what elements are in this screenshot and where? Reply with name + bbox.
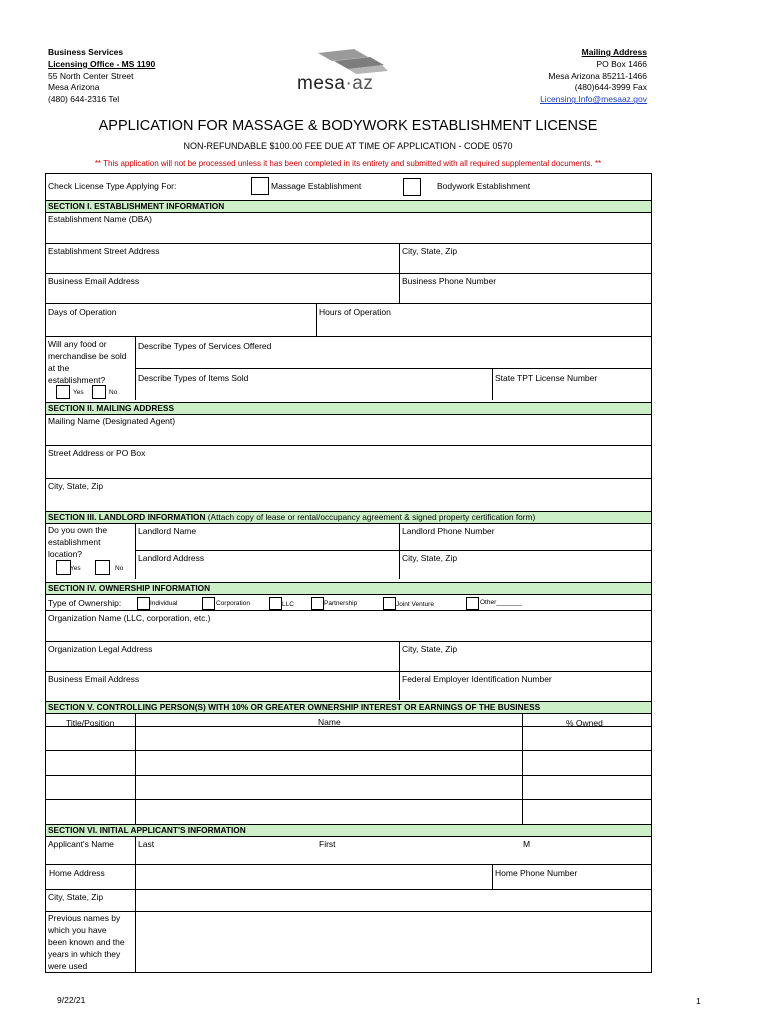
page-number: 1 [696, 996, 701, 1006]
processing-notice: ** This application will not be processed unless it has been completed in its entirety and submitted with all required supplemental documents. ** [94, 159, 602, 168]
ownership-type-label: Type of Ownership: [48, 598, 122, 608]
office-name: Licensing Office - MS 1190 [48, 58, 156, 69]
form-date: 9/22/21 [57, 995, 86, 1005]
office-address-block [48, 47, 155, 106]
name-header: Name [318, 717, 341, 727]
mailing-csz-label: City, State, Zip [48, 481, 104, 491]
title-position-header: Title/Position [66, 718, 115, 728]
middle-initial-label: M [523, 839, 531, 849]
other-label: Other_______ [480, 599, 522, 606]
percent-owned-header: % Owned [566, 718, 603, 728]
food-yes-label: Yes [73, 389, 84, 396]
mailing-name-label: Mailing Name (Designated Agent) [48, 416, 176, 426]
bodywork-option-label: Bodywork Establishment [437, 181, 531, 191]
llc-checkbox[interactable] [269, 597, 282, 610]
home-address-label: Home Address [49, 868, 105, 878]
business-phone-label: Business Phone Number [402, 276, 497, 286]
page-title: APPLICATION FOR MASSAGE & BODYWORK ESTABLISHMENT LICENSE [98, 118, 598, 134]
hours-of-operation-label: Hours of Operation [319, 307, 391, 317]
office-phone: (480) 644-2316 Tel [48, 94, 120, 105]
organization-name-label: Organization Name (LLC, corporation, etc.) [48, 613, 211, 623]
landlord-csz-label: City, State, Zip [402, 553, 458, 563]
section-2-header: SECTION II. MAILING ADDRESS [46, 402, 651, 415]
mailing-heading: Mailing Address [581, 47, 647, 57]
applicant-csz-label: City, State, Zip [48, 892, 104, 902]
application-form [45, 173, 652, 973]
massage-checkbox[interactable] [251, 177, 269, 195]
food-question: Will any food or merchandise be sold at the establishment? [48, 339, 127, 385]
landlord-address-label: Landlord Address [138, 553, 205, 563]
fee-line: NON-REFUNDABLE $100.00 FEE DUE AT TIME OF APPLICATION - CODE 0570 [183, 141, 513, 151]
other-checkbox[interactable] [466, 597, 479, 610]
own-no-checkbox[interactable] [95, 560, 110, 575]
applicant-name-label: Applicant's Name [48, 839, 114, 849]
home-phone-label: Home Phone Number [495, 868, 578, 878]
previous-names-label: Previous names by which you have been known and the years in which they were used [48, 913, 125, 971]
corporation-checkbox[interactable] [202, 597, 215, 610]
own-yes-checkbox[interactable] [56, 560, 71, 575]
fein-label: Federal Employer Identification Number [402, 674, 552, 684]
mailing-city: Mesa Arizona 85211-1466 [548, 70, 647, 81]
business-email-label: Business Email Address [48, 276, 140, 286]
food-yes-checkbox[interactable] [56, 385, 70, 399]
license-type-prompt: Check License Type Applying For: [48, 181, 177, 191]
own-no-label: No [115, 565, 124, 572]
individual-label: Individual [150, 600, 178, 607]
bodywork-checkbox[interactable] [403, 178, 421, 196]
establishment-name-label: Establishment Name (DBA) [48, 214, 152, 224]
last-name-label: Last [138, 839, 155, 849]
individual-checkbox[interactable] [137, 597, 150, 610]
section-1-header: SECTION I. ESTABLISHMENT INFORMATION [46, 200, 651, 213]
tpt-license-label: State TPT License Number [495, 373, 598, 383]
establishment-street-label: Establishment Street Address [48, 246, 160, 256]
logo-wordmark: mesa·az [297, 73, 374, 94]
first-name-label: First [319, 839, 336, 849]
food-no-label: No [109, 389, 118, 396]
mailing-street-label: Street Address or PO Box [48, 448, 146, 458]
section-4-header: SECTION IV. OWNERSHIP INFORMATION [46, 582, 651, 595]
organization-email-label: Business Email Address [48, 674, 140, 684]
services-label: Describe Types of Services Offered [138, 341, 272, 351]
llc-label: LLC [282, 601, 294, 608]
days-of-operation-label: Days of Operation [48, 307, 117, 317]
section-5-header: SECTION V. CONTROLLING PERSON(S) WITH 10% OR GREATER OWNERSHIP INTEREST OR EARNINGS OF THE BUSINESS [46, 701, 651, 714]
landlord-name-label: Landlord Name [138, 526, 197, 536]
joint-venture-checkbox[interactable] [383, 597, 396, 610]
mailing-address-block [540, 47, 647, 106]
section-6-header: SECTION VI. INITIAL APPLICANT'S INFORMATION [46, 824, 651, 837]
mailing-fax: (480)644-3999 Fax [574, 82, 647, 93]
corporation-label: Corporation [216, 600, 250, 607]
partnership-label: Partnership [324, 600, 358, 607]
organization-csz-label: City, State, Zip [402, 644, 458, 654]
items-sold-label: Describe Types of Items Sold [138, 373, 249, 383]
food-no-checkbox[interactable] [92, 385, 106, 399]
organization-address-label: Organization Legal Address [48, 644, 153, 654]
massage-option-label: Massage Establishment [271, 181, 362, 191]
mailing-box: PO Box 1466 [596, 58, 647, 69]
establishment-csz-label: City, State, Zip [402, 246, 458, 256]
office-city: Mesa Arizona [48, 82, 100, 93]
joint-venture-label: Joint Venture [396, 601, 434, 608]
landlord-phone-label: Landlord Phone Number [402, 526, 495, 536]
own-yes-label: Yes [70, 565, 81, 572]
org-name: Business Services [48, 47, 124, 57]
own-location-question: Do you own the establishment location? [48, 525, 108, 559]
email-link[interactable]: Licensing.Info@mesaaz.gov [540, 94, 647, 105]
office-street: 55 North Center Street [48, 70, 134, 81]
partnership-checkbox[interactable] [311, 597, 324, 610]
section-3-header: SECTION III. LANDLORD INFORMATION (Attach copy of lease or rental/occupancy agreement & signed property certification form) [46, 511, 651, 524]
